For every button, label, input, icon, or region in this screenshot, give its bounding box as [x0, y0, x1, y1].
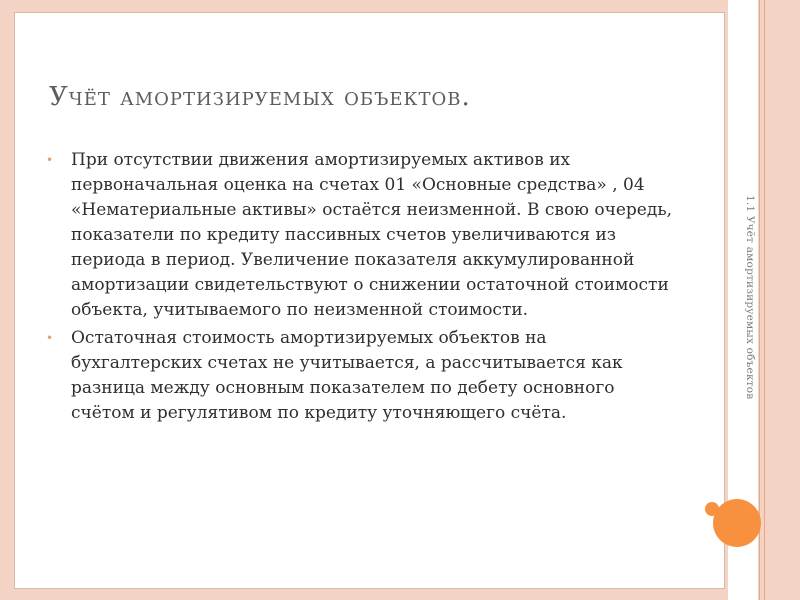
bullet-text: Остаточная стоимость амортизируемых объектов на бухгалтерских счетах не учитывается, а рассчитывается как разница между основным показателем по дебету основного счётом и регулятивом по кредиту уточняющего счёта. — [71, 328, 623, 423]
bullet-item — [44, 148, 674, 323]
side-divider-line-inner — [764, 0, 765, 600]
side-section-label: 1.1 Учёт амортизируемых объектов — [744, 195, 756, 400]
bullet-item — [44, 326, 674, 426]
bullet-icon: • — [46, 153, 54, 167]
decorative-orange-circle — [713, 499, 761, 547]
bullet-icon: • — [46, 331, 54, 345]
side-divider-line — [759, 0, 760, 600]
bullet-text: При отсутствии движения амортизируемых активов их первоначальная оценка на счетах 01 «Основные средства» , 04 «Нематериальные активы» остаётся неизменной. В свою очередь, показатели по кредиту пассивных счетов увеличиваются из периода в период. Увеличение показателя аккумулированной амортизации свидетельствуют о снижении остаточной стоимости объекта, учитываемого по неизменной стоимости. — [71, 150, 672, 320]
bullet-list — [44, 148, 674, 429]
slide-title: Учёт амортизируемых объектов. — [49, 82, 471, 112]
